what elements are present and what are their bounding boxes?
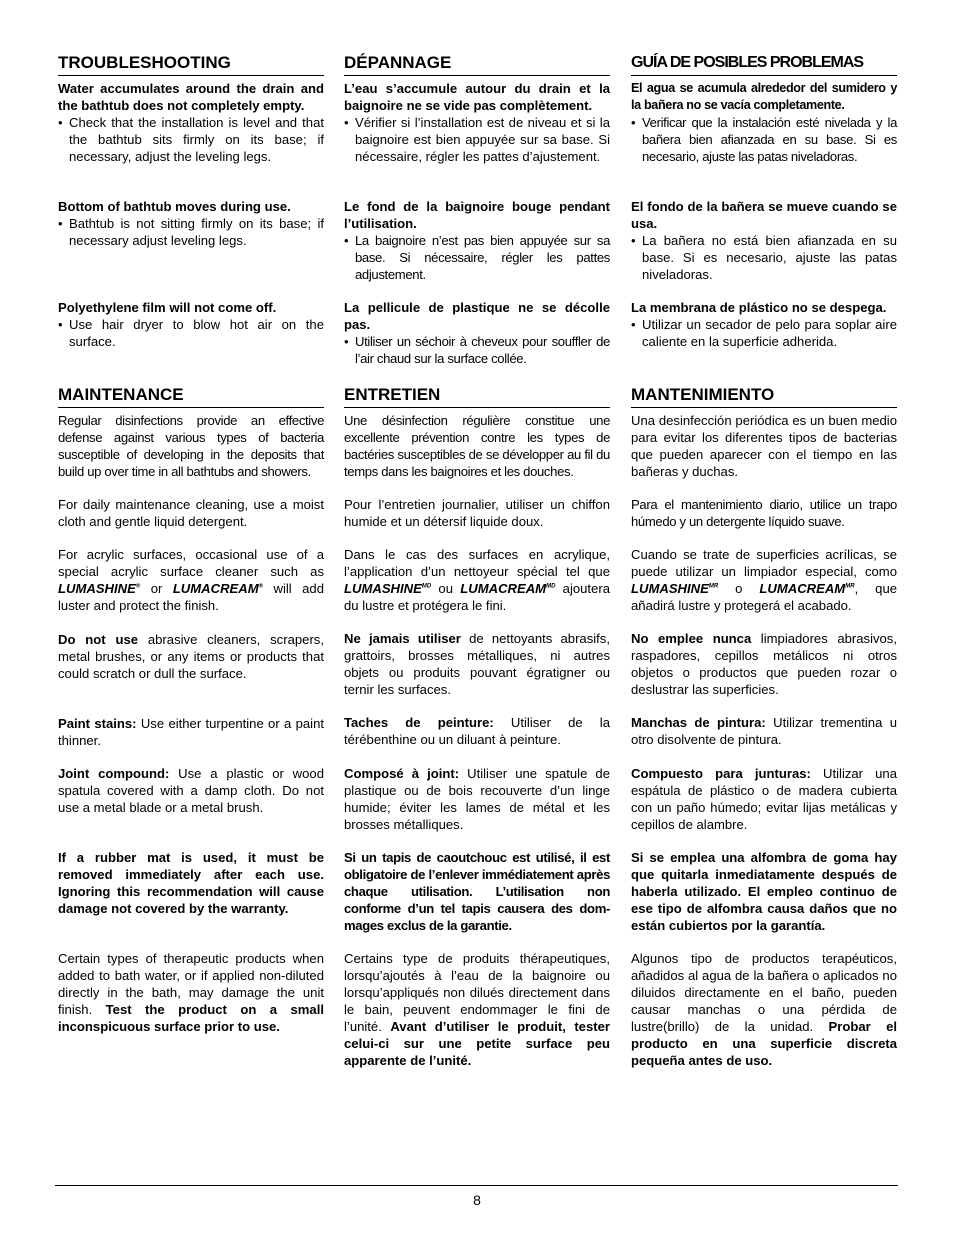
issue-title: La pellicule de plastique ne se décolle pas. bbox=[344, 300, 610, 332]
rubber-mat-warning: Si un tapis de caoutchouc est utilisé, il est obligatoire de l’enlever immédiatement après chaque utilisation. L’utilisation non conforme d’un tel tapis causera des dom- mages exclus de la garantie. bbox=[344, 850, 610, 933]
maintenance-heading-en: MAINTENANCE bbox=[58, 384, 324, 408]
issue-item: • Verificar que la instalación esté nivelada y la bañera bien afianzada en su base. Si es necesario, ajuste las patas niveladoras. bbox=[631, 114, 897, 165]
issue-title: La membrana de plástico no se despega. bbox=[631, 300, 887, 315]
acrylic-care-text: For acrylic surfaces, occasional use of a special acrylic surface cleaner such as LUMASHINE® or LUMACREAM® will add luster and protect the finish. bbox=[58, 547, 324, 613]
maintenance-heading-fr: ENTRETIEN bbox=[344, 384, 610, 408]
rubber-mat-warning: Si se emplea una alfombra de goma hay que quitarla inmediatamente después de haberla utilizado. El empleo continuo de ese tipo de alfombra causa daños que no están cubiertos por la garantía. bbox=[631, 850, 897, 933]
brand-lumacream: LUMACREAM bbox=[460, 581, 547, 596]
brand-lumacream: LUMACREAM bbox=[172, 581, 259, 596]
maintenance-heading-es: MANTENIMIENTO bbox=[631, 384, 897, 408]
acrylic-care-text: Cuando se trate de superficies acrílicas, se puede utilizar un limpiador especial, como $LUMASHINE^{MR}$ o $LUMACREAM^{MR}$, que añadirá lustre y protegerá el acabado. bbox=[631, 547, 898, 613]
issue-item: • La bañera no está bien afianzada en su base. Si es necesario, ajuste las patas niveladoras. bbox=[631, 232, 897, 283]
troubleshooting-section-es bbox=[631, 52, 897, 349]
issue-title: Polyethylene film will not come off. bbox=[58, 300, 277, 315]
brand-lumashine: LUMASHINE bbox=[344, 581, 422, 596]
issue-title: El agua se acumula alrededor del sumidero y la bañera no se vacía completamente. bbox=[631, 81, 897, 112]
issue-bottom-moves-en bbox=[58, 198, 324, 249]
daily-maintenance-text: For daily maintenance cleaning, use a moist cloth and gentle liquid detergent. bbox=[58, 497, 324, 529]
daily-maintenance-text: Para el mantenimiento diario, utilice un trapo húmedo y un detergente líquido suave. bbox=[631, 497, 897, 529]
troubleshooting-section-fr bbox=[344, 52, 610, 366]
maintenance-section-es bbox=[631, 384, 898, 1068]
issue-title: El fondo de la bañera se mueve cuando se usa. bbox=[631, 199, 897, 231]
issue-title: L’eau s’accumule autour du drain et la baignoire ne se vide pas complètement. bbox=[344, 81, 610, 113]
acrylic-care-text: Dans le cas des surfaces en acrylique, l’application d’un nettoyeur spécial tel que $LUMASHINE^{MD}$ ou $LUMACREAM^{MD}$ ajoutera du lustre et protégera le fini. bbox=[344, 547, 610, 613]
issue-title: Le fond de la baignoire bouge pendant l’utilisation. bbox=[344, 199, 610, 231]
issue-drain-es bbox=[631, 80, 897, 165]
brand-lumashine: LUMASHINE bbox=[58, 581, 136, 596]
issue-film-en bbox=[58, 299, 324, 350]
paint-stains-text: Paint stains: Use either turpentine or a paint thinner. bbox=[58, 716, 324, 748]
issue-item: • Check that the installation is level and that the bathtub sits firmly on its base; if necessary, adjust the leveling legs. bbox=[58, 114, 324, 165]
issue-film-fr bbox=[344, 299, 610, 367]
troubleshooting-heading-es: GUÍA DE POSIBLES PROBLEMAS bbox=[631, 52, 897, 76]
maintenance-intro: Regular disinfections provide an effective defense against various types of bacteria susceptible of developing in the deposits that build up over time in all bathtubs and showers. bbox=[58, 413, 324, 479]
maintenance-intro: Una desinfección periódica es un buen medio para evitar los diferentes tipos de bacterias que pueden aparecer con el tiempo en las bañeras y duchas. bbox=[631, 413, 897, 479]
therapeutic-products-text: Certains type de produits thérapeutiques, lorsqu’ajoutés à l’eau de la baignoire ou lorsqu’appliqués non dilués directement dans le bain, peuvent endommager le fini de l’unité. Avant d’utiliser le produit, tester celui-ci sur une petite surface peu apparente de l’unité. bbox=[344, 951, 610, 1068]
maintenance-section-en bbox=[58, 384, 324, 1034]
daily-maintenance-text: Pour l’entretien journalier, utiliser un chiffon humide et un détersif liquide doux. bbox=[344, 497, 610, 529]
maintenance-section-fr bbox=[344, 384, 610, 1068]
issue-film-es bbox=[631, 299, 897, 350]
issue-title: Water accumulates around the drain and the bathtub does not completely empty. bbox=[58, 81, 324, 113]
joint-compound-text: Joint compound: Use a plastic or wood spatula covered with a damp cloth. Do not use a metal blade or a metal brush. bbox=[58, 766, 324, 815]
brand-lumacream: LUMACREAM bbox=[759, 581, 846, 596]
issue-item: • La baignoire n’est pas bien appuyée sur sa base. Si nécessaire, régler les pattes adjustement. bbox=[344, 232, 610, 283]
issue-bottom-moves-es bbox=[631, 198, 897, 283]
page-number: 8 bbox=[473, 1192, 481, 1208]
issue-bottom-moves-fr bbox=[344, 198, 610, 283]
therapeutic-products-text: Certain types of therapeutic products when added to bath water, or if applied non-diluted directly in the bath, may damage the unit finish. Test the product on a small inconspicuous surface prior to use. bbox=[58, 951, 324, 1034]
issue-title: Bottom of bathtub moves during use. bbox=[58, 199, 291, 214]
maintenance-intro: Une désinfection régulière constitue une excellente prévention contre les types de bactéries susceptibles de se développer au fil du temps dans les baignoires et les douches. bbox=[344, 413, 610, 479]
troubleshooting-section-en bbox=[58, 52, 324, 349]
brand-lumashine: LUMASHINE bbox=[631, 581, 709, 596]
troubleshooting-heading-en: TROUBLESHOOTING bbox=[58, 52, 324, 76]
joint-compound-text: Composé à joint: Utiliser une spatule de plastique ou de bois recouverte d’un linge humide; éviter les lames de métal et les brosses métalliques. bbox=[344, 766, 610, 832]
therapeutic-products-text: Algunos tipo de productos terapéuticos, añadidos al agua de la bañera o aplicados no diluidos directamente en el baño, pueden causar manchas o una pérdida de lustre(brillo) de la unidad. Probar el producto en una superficie discreta pequeña antes de uso. bbox=[631, 951, 898, 1068]
issue-item: • Utiliser un séchoir à cheveux pour souffler de l’air chaud sur la surface collée. bbox=[344, 333, 610, 367]
paint-stains-text: Manchas de pintura: Utilizar trementina u otro disolvente de pintura. bbox=[631, 715, 897, 747]
rubber-mat-warning: If a rubber mat is used, it must be removed immediately after each use. Ignoring this recommendation will cause damage not covered by the warranty. bbox=[58, 850, 324, 916]
issue-item: • Utilizar un secador de pelo para soplar aire caliente en la superficie adherida. bbox=[631, 316, 897, 350]
issue-item: • Bathtub is not sitting firmly on its base; if necessary adjust leveling legs. bbox=[58, 215, 324, 249]
footer-rule bbox=[55, 1185, 898, 1186]
do-not-use-text: No emplee nunca limpiadores abrasivos, raspadores, cepillos metálicos ni otros objetos o productos que pueden rozar o deslustrar las superficies. bbox=[631, 631, 897, 697]
issue-item: • Use hair dryer to blow hot air on the surface. bbox=[58, 316, 324, 350]
issue-drain-en bbox=[58, 80, 324, 165]
issue-drain-fr bbox=[344, 80, 610, 165]
joint-compound-text: Compuesto para junturas: Utilizar una espátula de plástico o de madera cubierta con un paño húmedo; evitar lijas metálicas y cepillos de alambre. bbox=[631, 766, 897, 832]
troubleshooting-heading-fr: DÉPANNAGE bbox=[344, 52, 610, 76]
do-not-use-text: Ne jamais utiliser de nettoyants abrasifs, grattoirs, brosses métalliques, ni autres objets ou produits pouvant égratigner ou ternir les surfaces. bbox=[344, 631, 610, 697]
paint-stains-text: Taches de peinture: Utiliser de la térébenthine ou un diluant à peinture. bbox=[344, 715, 610, 747]
do-not-use-text: Do not use abrasive cleaners, scrapers, metal brushes, or any items or products that could scratch or dull the surface. bbox=[58, 632, 324, 681]
issue-item: • Vérifier si l’installation est de niveau et si la baignoire est bien appuyée sur sa base. Si nécessaire, régler les pattes d’ajustement. bbox=[344, 114, 610, 165]
